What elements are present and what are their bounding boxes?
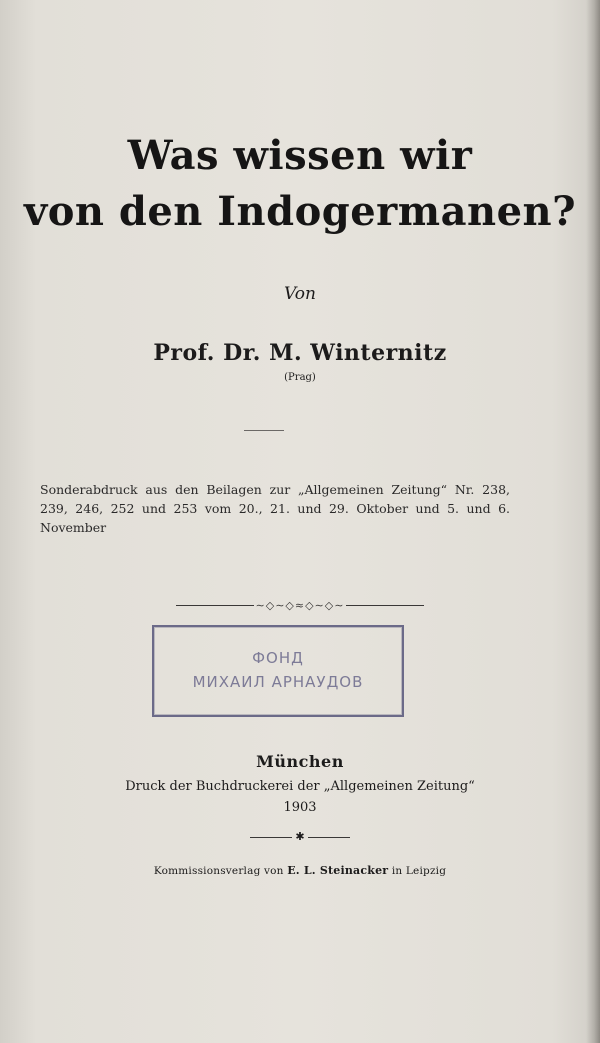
reprint-note: Sonderabdruck aus den Beilagen zur „Allgemeinen Zeitung“ Nr. 238, 239, 246, 252 und 253 vom 20., 21. und 29. Oktober und 5. und 6. November [40, 482, 510, 535]
star-icon: ✱ [291, 830, 309, 843]
ornamental-divider [0, 598, 600, 612]
imprint-city: München [256, 752, 344, 771]
von-label: Von [284, 284, 316, 304]
publisher-prefix: Kommissionsverlag von [153, 865, 284, 877]
imprint-printer: Druck der Buchdruckerei der „Allgemeinen Zeitung“ [125, 779, 475, 794]
divider-short [244, 430, 284, 431]
ornament-flourish: ∼◇∼◇≈◇∼◇∼ [255, 599, 345, 612]
star-divider [0, 830, 600, 843]
publisher-line [0, 864, 600, 877]
imprint-year: 1903 [283, 800, 317, 815]
title-line-1: Was wissen wir [127, 132, 473, 179]
title-line-2: von den Indogermanen? [23, 188, 577, 235]
ornament-line-right [346, 605, 424, 606]
publisher-name: E. L. Steinacker [287, 864, 389, 877]
ornament-line-left [176, 605, 254, 606]
star-rule-right [308, 837, 350, 838]
author-name: Prof. Dr. M. Winternitz [153, 340, 447, 366]
star-rule-left [250, 837, 292, 838]
stamp-line-2: МИХАИЛ АРНАУДОВ [192, 673, 364, 691]
library-stamp [152, 625, 404, 717]
author-place: (Prag) [284, 372, 316, 383]
publisher-suffix: in Leipzig [391, 865, 447, 877]
stamp-line-1: ФОНД [252, 649, 304, 667]
